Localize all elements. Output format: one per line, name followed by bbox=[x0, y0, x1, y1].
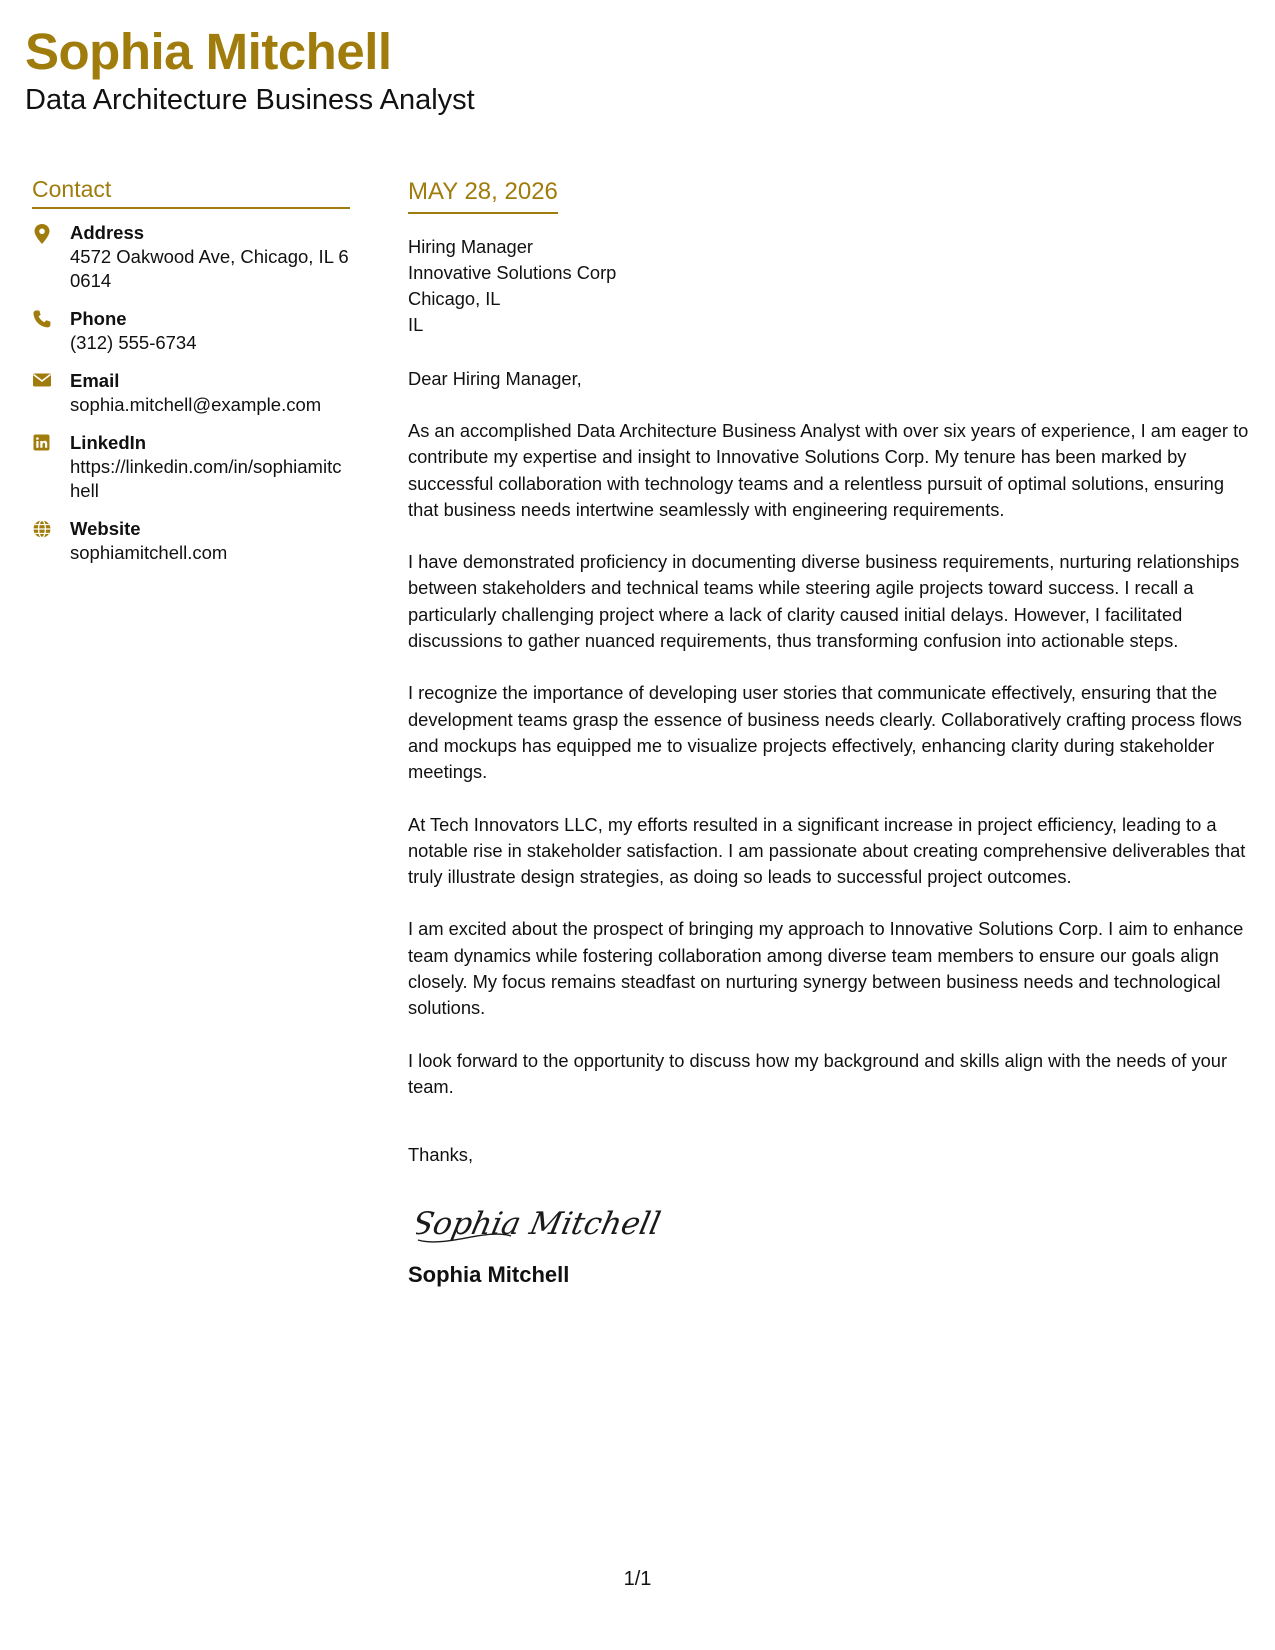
recipient-company: Innovative Solutions Corp bbox=[408, 262, 617, 283]
contact-label: LinkedIn bbox=[70, 432, 147, 453]
salutation: Dear Hiring Manager, bbox=[408, 368, 582, 389]
letter-paragraph: I have demonstrated proficiency in documenting diverse business requirements, nurturing relationships between stakeholders and technical teams while steering agile projects toward success. I recall a particularly challenging project where a lack of clarity caused initial delays. However, I facilitated discussions to gather nuanced requirements, thus transforming confusion into actionable steps. bbox=[408, 551, 1240, 652]
contact-email bbox=[32, 369, 350, 417]
letter-paragraph: I look forward to the opportunity to discuss how my background and skills align with the needs of your team. bbox=[408, 1049, 1228, 1097]
letter-paragraph: At Tech Innovators LLC, my efforts resulted in a significant increase in project efficiency, leading to a notable rise in stakeholder satisfaction. I am passionate about creating comprehensive deliverables that truly illustrate design strategies, as doing so leads to successful project outcomes. bbox=[408, 813, 1246, 888]
contact-sidebar bbox=[32, 176, 350, 579]
recipient-city: Chicago, IL bbox=[408, 288, 501, 309]
recipient-name: Hiring Manager bbox=[408, 236, 533, 257]
recipient-state: IL bbox=[408, 314, 424, 335]
contact-website bbox=[32, 517, 350, 565]
linkedin-value: https://linkedin.com/in/sophiamitchell bbox=[70, 456, 342, 501]
letter-paragraph: I recognize the importance of developing user stories that communicate effectively, ensuring that the development teams grasp the essence of business needs clearly. Collaboratively crafting process flows and mockups has equipped me to visualize projects effectively, enhancing clarity during stakeholder meetings. bbox=[408, 682, 1242, 783]
contact-label: Phone bbox=[70, 308, 127, 329]
contact-section-title: Contact bbox=[32, 176, 350, 209]
letter-body bbox=[408, 178, 1253, 1288]
contact-label: Website bbox=[70, 518, 141, 539]
website-value: sophiamitchell.com bbox=[70, 542, 228, 563]
recipient-block bbox=[408, 234, 1253, 338]
phone-value: (312) 555-6734 bbox=[70, 332, 197, 353]
contact-address bbox=[32, 221, 350, 293]
page-number: 1/1 bbox=[623, 1568, 652, 1590]
handwritten-signature bbox=[416, 1188, 1253, 1258]
applicant-name: Sophia Mitchell bbox=[25, 23, 392, 80]
contact-linkedin bbox=[32, 431, 350, 503]
letter-paragraph: I am excited about the prospect of bringing my approach to Innovative Solutions Corp. I aim to enhance team dynamics while fostering collaboration among diverse team members to ensure our goals align closely. My focus remains steadfast on nurturing synergy between business needs and technological solutions. bbox=[408, 918, 1244, 1019]
closing: Thanks, bbox=[408, 1144, 474, 1166]
phone-icon bbox=[32, 307, 70, 355]
contact-phone bbox=[32, 307, 350, 355]
contact-label: Address bbox=[70, 222, 145, 243]
applicant-title: Data Architecture Business Analyst bbox=[25, 84, 475, 116]
email-value: sophia.mitchell@example.com bbox=[70, 394, 322, 415]
svg-text:Sophia Mitchell: Sophia Mitchell bbox=[416, 1206, 664, 1243]
letter-paragraph: As an accomplished Data Architecture Business Analyst with over six years of experience, I am eager to contribute my expertise and insight to Innovative Solutions Corp. My tenure has been marked by successful collaboration with technology teams and a relentless pursuit of optimal solutions, ensuring that business needs intertwine seamlessly with engineering requirements. bbox=[408, 420, 1249, 520]
letter-header bbox=[25, 22, 475, 118]
signed-name: Sophia Mitchell bbox=[408, 1262, 570, 1288]
address-value: 4572 Oakwood Ave, Chicago, IL 60614 bbox=[70, 246, 349, 291]
map-pin-icon bbox=[32, 221, 70, 293]
letter-date: MAY 28, 2026 bbox=[408, 178, 558, 214]
envelope-icon bbox=[32, 369, 70, 417]
linkedin-icon bbox=[32, 431, 70, 503]
globe-icon bbox=[32, 517, 70, 565]
contact-label: Email bbox=[70, 370, 120, 391]
